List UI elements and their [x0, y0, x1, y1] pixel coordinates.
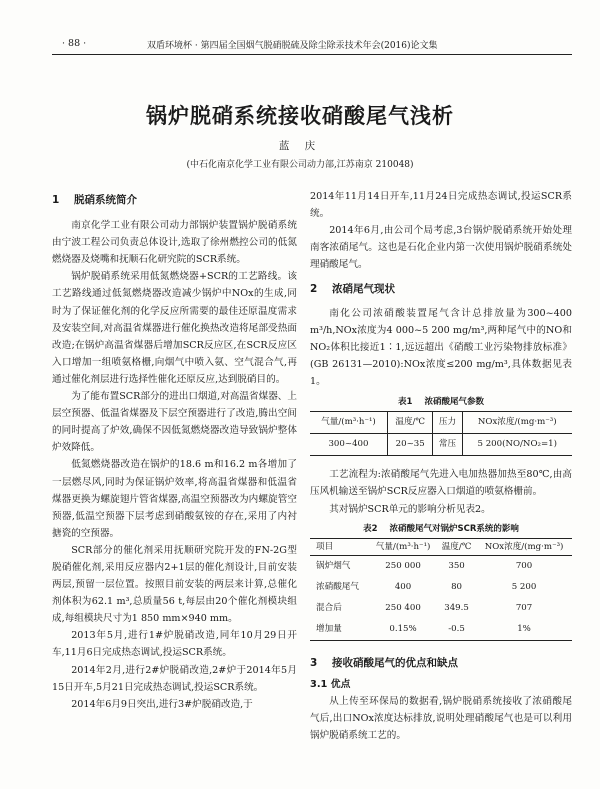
paragraph: 2014年11月14日开车,11月24日完成热态调试,投运SCR系统。 [310, 191, 572, 220]
table-header-cell: 温度/℃ [387, 412, 432, 434]
table-cell: 5 200(NO/NO₂=1) [462, 434, 572, 456]
table-header-cell: 气量/(m³·h⁻¹) [310, 412, 387, 434]
table-cell: 20~35 [387, 434, 432, 456]
paragraph: 为了能布置SCR部分的进出口烟道,对高温省煤器、上层空预器、低温省煤器及下层空预器进行了改造,腾出空间的同时提高了炉效,确保不因低氮燃烧器改造导致锅炉整体炉效降低。 [52, 391, 297, 454]
table-header-cell: NOx浓度/(mg·m⁻³) [476, 538, 572, 555]
table-1-caption: 表1 浓硝酸尾气参数 [398, 397, 484, 408]
paragraph: 南化公司浓硝酸装置尾气含计总排放量为300~400 m³/h,NOx浓度为4 000~5 200 mg/m³,两种尾气中的NO和NO₂体积比接近1∶1,远远超出《硝酸工业污染物排放标准》(GB 26131—2010):NOx浓度≤200 mg/m³,具体数据见表1。 [310, 307, 572, 387]
author: 蓝 庆 [278, 140, 322, 152]
table-header-cell: 温度/℃ [437, 538, 476, 555]
paragraph: 低氮燃烧器改造在锅炉的18.6 m和16.2 m各增加了一层燃尽风,同时为保证锅炉效率,将高温省煤器和低温省煤器更换为螺旋翅片管省煤器,高温空预器改为内螺旋管空预器,低温空预器下层考虑到硝酸氨铵的存在,采用了内衬搪瓷的空预器。 [52, 459, 297, 539]
paragraph: SCR部分的催化剂采用抚顺研究院开发的FN-2G型脱硝催化剂,采用反应器内2+1层的催化剂设计,目前安装两层,预留一层位置。按照目前安装的两层来计算,总催化剂体积为62.1 m³,总质量56 t,每层由20个催化剂模块组成,每组模块尺寸为1 850 mm×940 mm。 [52, 544, 297, 625]
table-2 [310, 538, 572, 641]
table-row: 增加量 0.15% -0.5 1% [316, 623, 531, 634]
table-row: 浓硝酸尾气 400 80 5 200 [316, 581, 537, 592]
header-rule [52, 54, 572, 55]
paragraph: 从上传至环保局的数据看,锅炉脱硝系统接收了浓硝酸尾气后,出口NOx浓度达标排放,说明处理硝酸尾气也是可以利用锅炉脱硝系统工艺的。 [310, 695, 572, 742]
paragraph: 其对锅炉SCR单元的影响分析见表2。 [329, 503, 491, 515]
table-1 [310, 411, 572, 456]
table-header-cell: 项目 [310, 538, 369, 555]
paper-title: 锅炉脱硝系统接收硝酸尾气浅析 [146, 104, 454, 128]
section-3-1-heading: 3.1 优点 [310, 678, 351, 690]
left-column [52, 192, 297, 713]
paragraph: 2013年5月,进行1#炉脱硝改造,同年10月29日开车,11月6日完成热态调试,投运SCR系统。 [52, 630, 297, 659]
journal-title: 双盾环境杯 · 第四届全国烟气脱硝脱硫及除尘除汞技术年会(2016)论文集 [147, 41, 438, 51]
table-2-caption: 表2 浓硝酸尾气对锅炉SCR系统的影响 [363, 523, 519, 534]
section-1-heading: 1 脱硝系统简介 [52, 194, 137, 206]
table-header-cell: 气量/(m³·h⁻¹) [369, 538, 437, 555]
paragraph: 2014年2月,进行2#炉脱硝改造,2#炉于2014年5月15日开车,5月21日完成热态调试,投运SCR系统。 [52, 664, 297, 693]
table-cell: 300~400 [328, 439, 369, 450]
table-cell: 常压 [433, 434, 462, 456]
paragraph: 锅炉脱硝系统采用低氮燃烧器+SCR的工艺路线。该工艺路线通过低氮燃烧器改造减少锅炉中NOx的生成,同时为了保证催化剂的化学反应所需要的最佳还原温度需求及安装空间,对高温省煤器进行催化换热改造将尾部受热面改造;在锅炉高温省煤器后增加SCR反应区,在SCR反应区入口增加一组喷氨格栅,向烟气中喷入氨、空气混合气,再通过催化剂层进行选择性催化还原反应,达到脱硝目的。 [52, 271, 297, 385]
paragraph: 2014年6月9日突出,进行3#炉脱硝改造,于 [71, 698, 253, 710]
running-header [52, 38, 560, 52]
section-2-heading: 2 浓硝尾气现状 [310, 283, 395, 296]
right-column [310, 188, 572, 744]
section-3-heading: 3 接收硝酸尾气的优点和缺点 [310, 656, 458, 669]
page-number: · 88 · [62, 38, 87, 49]
paragraph: 南京化学工业有限公司动力部锅炉装置锅炉脱硝系统由宁波工程公司负责总体设计,选取了徐州燃控公司的低氮燃烧器及烧嘴和抚顺石化研究院的SCR系统。 [52, 220, 297, 266]
table-header-cell: 压力 [433, 412, 462, 434]
affiliation: (中石化南京化学工业有限公司动力部,江苏南京 210048) [186, 160, 414, 170]
table-row: 混合后 250 400 349.5 707 [316, 602, 533, 613]
paragraph: 工艺流程为:浓硝酸尾气先进入电加热器加热至80℃,由高压风机输送至锅炉SCR反应器入口烟道的喷氨格栅前。 [310, 469, 572, 498]
paragraph: 2014年6月,由公司个局考虑,3台锅炉脱硝系统开始处理南客浓硝尾气。这也是石化企业内第一次使用锅炉脱硝系统处理硝酸尾气。 [310, 225, 572, 271]
table-row: 锅炉烟气 250 000 350 700 [316, 560, 533, 571]
table-header-cell: NOx浓度/(mg·m⁻³) [462, 412, 572, 434]
